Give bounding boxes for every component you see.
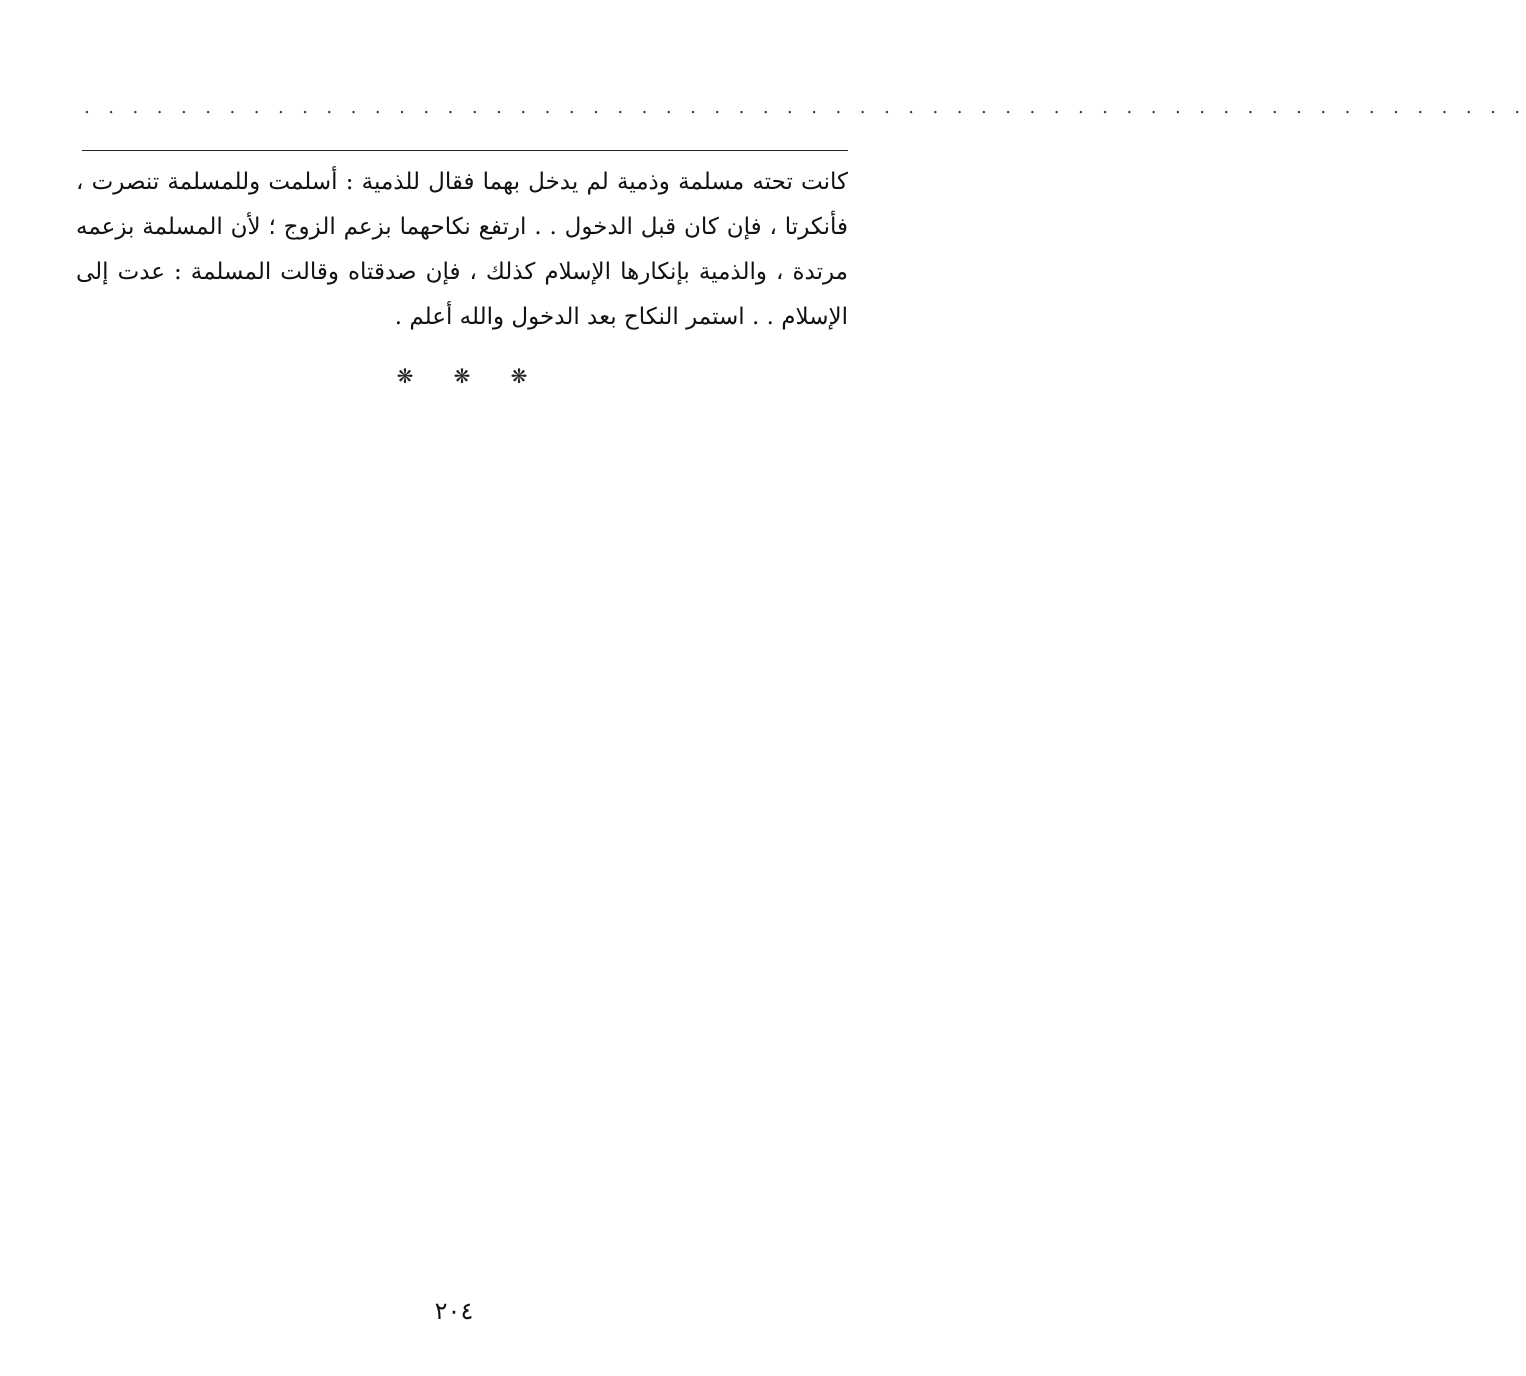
text-line: مرتدة ، والذمية بإنكارها الإسلام كذلك ، فإن صدقتاه وقالت المسلمة : عدت إلى: [76, 259, 848, 285]
text-line: فأنكرتا ، فإن كان قبل الدخول . . ارتفع نكاحهما بزعم الزوج ؛ لأن المسلمة بزعمه: [76, 214, 848, 240]
page-number: ٢٠٤: [434, 1297, 474, 1325]
footnote-rule: [82, 150, 848, 151]
asterisk-ornament-icon: ❋: [396, 364, 414, 388]
footnote-text: [76, 160, 848, 340]
dotted-separator: . . . . . . . . . . . . . . . . . . . . . . . . . . . . . . . . . . . . . . . . . . . . . . . . . . . . . . . . . . . .: [84, 97, 1526, 118]
asterisk-ornament-icon: ❋: [510, 364, 528, 388]
text-line: الإسلام . . استمر النكاح بعد الدخول والله أعلم .: [394, 304, 848, 330]
text-line: كانت تحته مسلمة وذمية لم يدخل بهما فقال للذمية : أسلمت وللمسلمة تنصرت ،: [76, 169, 848, 195]
asterisk-ornament-icon: ❋: [453, 364, 471, 388]
section-break: [392, 362, 532, 390]
